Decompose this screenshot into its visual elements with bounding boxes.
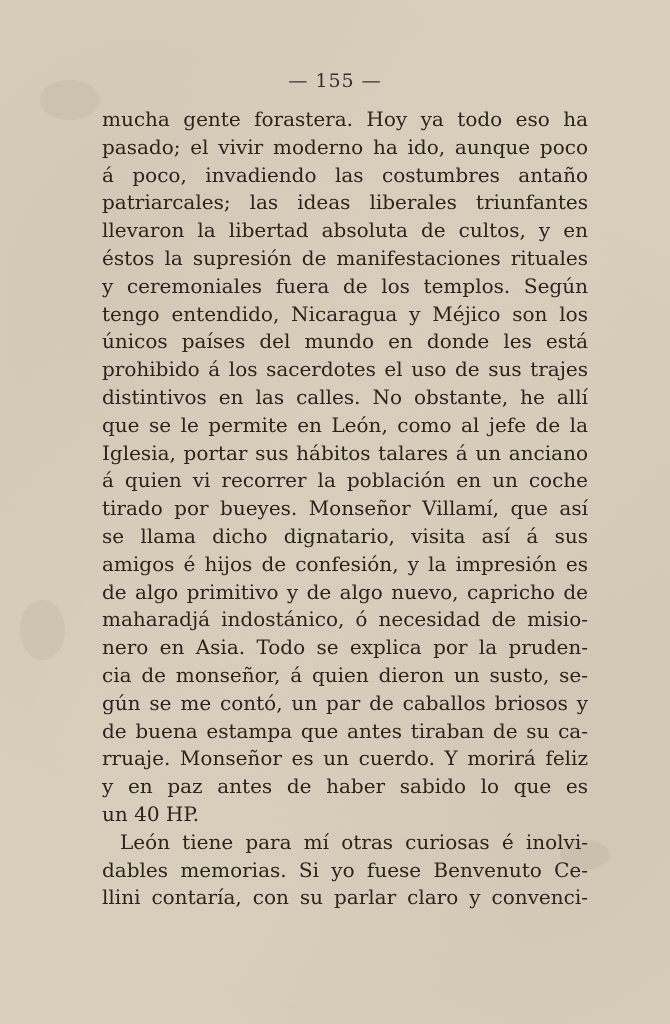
- text-line: y ceremoniales fuera de los templos. Según: [102, 273, 588, 298]
- text-line: León tiene para mí otras curiosas é inolvi-: [120, 829, 588, 854]
- text-line: se llama dicho dignatario, visita así á sus: [102, 523, 588, 548]
- text-line: nero en Asia. Todo se explica por la pruden-: [102, 635, 588, 660]
- text-line: á poco, invadiendo las costumbres antaño: [102, 162, 588, 187]
- text-line: y en paz antes de haber sabido lo que es: [102, 774, 588, 799]
- text-line: tengo entendido, Nicaragua y Méjico son los: [102, 301, 588, 326]
- text-line: de buena estampa que antes tiraban de su ca-: [102, 718, 588, 743]
- text-line: Iglesia, portar sus hábitos talares á un anciano: [102, 440, 588, 465]
- text-line: dables memorias. Si yo fuese Benvenuto Ce-: [102, 857, 588, 882]
- text-line: distintivos en las calles. No obstante, he allí: [102, 384, 588, 409]
- text-line: gún se me contó, un par de caballos briosos y: [102, 690, 588, 715]
- body-text: [102, 106, 588, 912]
- text-line: éstos la supresión de manifestaciones rituales: [102, 245, 588, 270]
- text-line: maharadjá indostánico, ó necesidad de misio-: [102, 607, 588, 632]
- text-line: llevaron la libertad absoluta de cultos, y en: [102, 218, 588, 243]
- text-line: llini contaría, con su parlar claro y convenci-: [102, 885, 588, 910]
- text-line: pasado; el vivir moderno ha ido, aunque poco: [102, 134, 588, 159]
- text-line: cia de monseñor, á quien dieron un susto, se-: [102, 662, 588, 687]
- text-line: á quien vi recorrer la población en un coche: [102, 468, 588, 493]
- text-line: de algo primitivo y de algo nuevo, capricho de: [102, 579, 588, 604]
- page-number: — 155 —: [288, 70, 382, 92]
- text-line: prohibido á los sacerdotes el uso de sus trajes: [102, 357, 588, 382]
- text-line: tirado por bueyes. Monseñor Villamí, que así: [102, 496, 588, 521]
- text-line: un 40 HP.: [102, 801, 200, 826]
- text-line: que se le permite en León, como al jefe de la: [102, 412, 588, 437]
- text-line: amigos é hijos de confesión, y la impresión es: [102, 551, 588, 576]
- text-line: únicos países del mundo en donde les está: [102, 329, 588, 354]
- text-line: patriarcales; las ideas liberales triunfantes: [102, 190, 588, 215]
- text-line: rruaje. Monseñor es un cuerdo. Y morirá feliz: [102, 746, 588, 771]
- text-line: mucha gente forastera. Hoy ya todo eso ha: [102, 107, 588, 131]
- paper-stain: [20, 600, 65, 660]
